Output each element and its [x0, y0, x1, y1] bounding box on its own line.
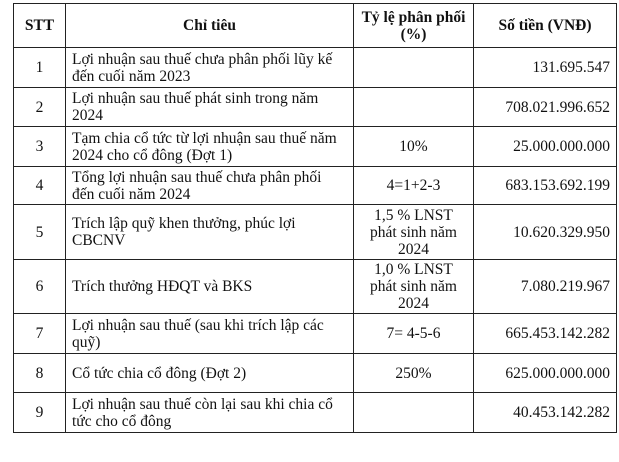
row-rate [354, 88, 474, 127]
table-row [14, 127, 617, 167]
row-amount: 7.080.219.967 [474, 260, 617, 314]
row-rate: 7= 4-5-6 [354, 314, 474, 354]
table-header-row [14, 4, 617, 48]
row-description: Trích lập quỹ khen thưởng, phúc lợi CBCNV [66, 205, 354, 260]
table-row [14, 260, 617, 314]
table-row [14, 167, 617, 205]
table-row [14, 393, 617, 433]
header-stt: STT [14, 4, 66, 48]
row-amount: 40.453.142.282 [474, 393, 617, 433]
row-rate [354, 48, 474, 88]
table-row [14, 205, 617, 260]
row-stt: 7 [14, 314, 66, 354]
row-rate: 250% [354, 354, 474, 393]
row-amount: 683.153.692.199 [474, 167, 617, 205]
table-row [14, 48, 617, 88]
row-amount: 10.620.329.950 [474, 205, 617, 260]
row-amount: 665.453.142.282 [474, 314, 617, 354]
row-amount: 25.000.000.000 [474, 127, 617, 167]
profit-distribution-table [13, 3, 617, 433]
header-description: Chỉ tiêu [66, 4, 354, 48]
row-description: Trích thưởng HĐQT và BKS [66, 260, 354, 314]
row-description: Tổng lợi nhuận sau thuế chưa phân phối đến cuối năm 2024 [66, 167, 354, 205]
row-rate [354, 393, 474, 433]
row-description: Tạm chia cổ tức từ lợi nhuận sau thuế năm 2024 cho cổ đông (Đợt 1) [66, 127, 354, 167]
row-rate: 4=1+2-3 [354, 167, 474, 205]
row-stt: 9 [14, 393, 66, 433]
row-rate: 1,5 % LNST phát sinh năm 2024 [354, 205, 474, 260]
row-description: Cổ tức chia cổ đông (Đợt 2) [66, 354, 354, 393]
header-rate: Tỷ lệ phân phối (%) [354, 4, 474, 48]
row-amount: 131.695.547 [474, 48, 617, 88]
row-stt: 8 [14, 354, 66, 393]
row-amount: 625.000.000.000 [474, 354, 617, 393]
table-row [14, 314, 617, 354]
row-stt: 5 [14, 205, 66, 260]
table-row [14, 88, 617, 127]
row-stt: 6 [14, 260, 66, 314]
row-description: Lợi nhuận sau thuế còn lại sau khi chia cổ tức cho cổ đông [66, 393, 354, 433]
row-rate: 10% [354, 127, 474, 167]
row-description: Lợi nhuận sau thuế chưa phân phối lũy kế đến cuối năm 2023 [66, 48, 354, 88]
row-description: Lợi nhuận sau thuế phát sinh trong năm 2024 [66, 88, 354, 127]
header-amount: Số tiền (VNĐ) [474, 4, 617, 48]
row-stt: 3 [14, 127, 66, 167]
row-stt: 4 [14, 167, 66, 205]
row-amount: 708.021.996.652 [474, 88, 617, 127]
row-stt: 1 [14, 48, 66, 88]
row-stt: 2 [14, 88, 66, 127]
row-description: Lợi nhuận sau thuế (sau khi trích lập các quỹ) [66, 314, 354, 354]
row-rate: 1,0 % LNST phát sinh năm 2024 [354, 260, 474, 314]
table-row [14, 354, 617, 393]
